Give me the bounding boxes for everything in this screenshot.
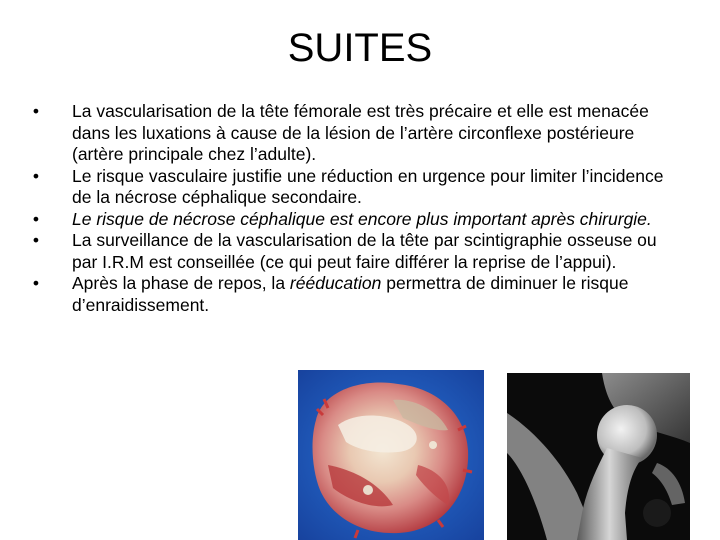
bullet-marker: • <box>32 273 40 293</box>
bullet-text: La vascularisation de la tête fémorale est très précaire et elle est menacée dans les luxations à cause de la lésion de l’artère circonflexe postérieure (artère principale chez l’adulte). <box>72 101 649 164</box>
bullet-item <box>30 230 680 273</box>
bullet-item <box>30 166 680 209</box>
bullet-marker: • <box>32 165 40 186</box>
bullet-text <box>72 273 628 315</box>
bullet-item <box>30 273 680 316</box>
bullet-text-part: permettra de diminuer le risque d’enraidissement. <box>72 273 629 315</box>
xray-illustration <box>507 373 690 540</box>
slide-title: SUITES <box>287 26 433 70</box>
hip-xray-image <box>507 373 690 540</box>
bullet-marker: • <box>32 208 40 229</box>
bullet-text: La surveillance de la vascularisation de la tête par scintigraphie osseuse ou par I.R.M est conseillée (ce qui peut faire différer la reprise de l’appui). <box>72 230 657 272</box>
bullet-item <box>30 101 680 166</box>
bullet-text-emphasis: rééducation <box>289 273 382 293</box>
specimen-illustration <box>298 370 484 540</box>
bullet-text: Le risque de nécrose céphalique est encore plus important après chirurgie. <box>72 208 652 229</box>
bullet-marker: • <box>32 101 40 121</box>
bullet-text-part: Après la phase de repos, la <box>72 273 290 293</box>
bullet-text: Le risque vasculaire justifie une réduction en urgence pour limiter l’incidence de la nécrose céphalique secondaire. <box>72 165 664 207</box>
bullet-marker: • <box>32 230 40 250</box>
femoral-head-specimen-photo <box>298 370 484 540</box>
bullet-list <box>30 101 680 316</box>
bullet-item <box>30 209 680 231</box>
